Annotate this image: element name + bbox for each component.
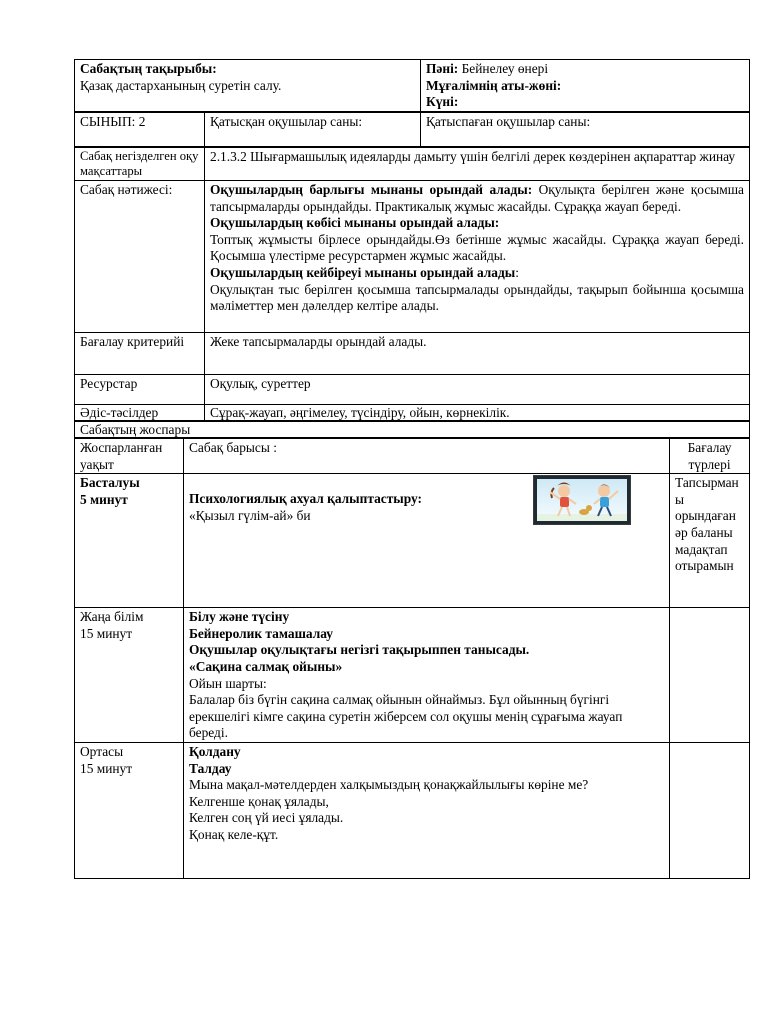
activity-line: Талдау (189, 760, 232, 776)
results-label: Сабақ нәтижесі: (75, 181, 205, 333)
criteria-value: Жеке тапсырмаларды орындай алады. (205, 333, 750, 375)
results-some-text: Оқулықтан тыс берілген қосымша тапсырмалады орындайды, тақырып бойынша қосымша мәліметтер мен дәлелдер келтіре алады. (210, 281, 744, 314)
activity-line: Қолдану (189, 743, 241, 759)
grade-cell: СЫНЫП: 2 (75, 113, 205, 147)
goals-label: Сабақ негізделген оқу мақсаттары (75, 148, 205, 181)
resources-value: Оқулық, суреттер (205, 375, 750, 405)
results-some-title: Оқушылардың кейбіреуі мынаны орындай алады (210, 264, 516, 280)
stage-time: 15 минут (80, 760, 133, 776)
goals-value: 2.1.3.2 Шығармашылық идеяларды дамыту үшін белгілі дерек көздерінен ақпараттар жинау (205, 148, 750, 181)
lesson-info-table (74, 59, 749, 879)
activity-line: Ойын шарты: (189, 675, 267, 691)
results-cell (205, 181, 750, 333)
results-most-text: Топтық жұмысты бірлесе орындайды.Өз бетінше жұмыс жасайды. Сұраққа жауап береді. Қосымша үлестірме ресурстармен жұмыс жасайды. (210, 231, 744, 264)
progress-new-cell (184, 608, 670, 743)
criteria-label: Бағалау критерийі (75, 333, 205, 375)
activity-line: Мына мақал-мәтелдерден халқымыздың қонақжайлылығы көріне ме? (189, 777, 589, 793)
activity-line: Оқушылар оқулықтағы негізгі тақырыппен танысады. (189, 642, 530, 658)
activity-line: Бейнеролик тамашалау (189, 625, 333, 641)
stage-middle-cell (75, 742, 184, 878)
present-count-cell: Қатысқан оқушылар саны: (205, 113, 421, 147)
activity-heading: Психологиялық ахуал қалыптастыру: (189, 491, 423, 507)
subject-label: Пәні: (426, 61, 459, 76)
dancing-children-illustration (534, 476, 630, 524)
date-label: Күні: (426, 94, 459, 110)
assess-new-cell (670, 608, 750, 743)
stage-name: Жаңа білім (80, 609, 144, 625)
results-all-title: Оқушылардың барлығы мынаны орындай алады: (210, 182, 533, 197)
subject-value: Бейнелеу өнері (458, 61, 549, 76)
plan-row-start (75, 474, 750, 608)
col-header-progress: Сабақ барысы : (184, 439, 670, 474)
activity-line: Қонақ келе-құт. (189, 826, 279, 842)
activity-line: «Сақина салмақ ойыны» (189, 658, 343, 674)
stage-time: 5 минут (80, 491, 128, 507)
stage-start-cell (75, 474, 184, 608)
activity-line: Балалар біз бүгін сақина салмақ ойынын ойнаймыз. Бұл ойынның бүгінгі ерекшелігі кімге сақина суретін жіберсем сол оқушы менің сұрағыма жауап береді. (189, 692, 623, 741)
results-most-title: Оқушылардың көбісі мынаны орындай алады: (210, 215, 500, 231)
methods-label: Әдіс-тәсілдер (75, 405, 205, 421)
stage-time: 15 минут (80, 625, 133, 641)
absent-count-cell: Қатыспаған оқушылар саны: (421, 113, 750, 147)
plan-row-middle (75, 742, 750, 878)
activity-line: Келген соң үй иесі ұялады. (189, 810, 344, 826)
col-header-time: Жоспарланған уақыт (75, 439, 184, 474)
topic-cell (75, 60, 421, 112)
col-header-assess: Бағалау түрлері (670, 439, 750, 474)
subject-cell (421, 60, 750, 112)
topic-value: Қазақ дастарханының суретін салу. (80, 77, 282, 93)
activity-text: «Қызыл гүлім-ай» би (189, 507, 311, 523)
progress-middle-cell (184, 742, 670, 878)
stage-name: Басталуы (80, 475, 140, 491)
teacher-label: Мұғалімнің аты-жөні: (426, 77, 562, 93)
activity-line: Білу және түсіну (189, 609, 290, 625)
assess-start-cell: Тапсырманы орындаған әр баланы мадақтап отырамын (670, 474, 750, 608)
dancing-children-image (533, 475, 631, 525)
methods-value: Сұрақ-жауап, әңгімелеу, түсіндіру, ойын, көрнекілік. (205, 405, 750, 421)
results-some-colon: : (515, 264, 519, 280)
results-all-text: Оқулықта берілген және қосымша тапсырмаларды орындайды. Практикалық жұмыс жасайды. Сұраққа жауап береді. (210, 182, 744, 214)
stage-new-cell (75, 608, 184, 743)
assess-middle-cell (670, 742, 750, 878)
stage-name: Ортасы (80, 743, 124, 759)
resources-label: Ресурстар (75, 375, 205, 405)
activity-line: Келгенше қонақ ұялады, (189, 793, 329, 809)
topic-label: Сабақтың тақырыбы: (80, 61, 217, 76)
plan-title: Сабақтың жоспары (75, 422, 750, 438)
plan-row-new-knowledge (75, 608, 750, 743)
